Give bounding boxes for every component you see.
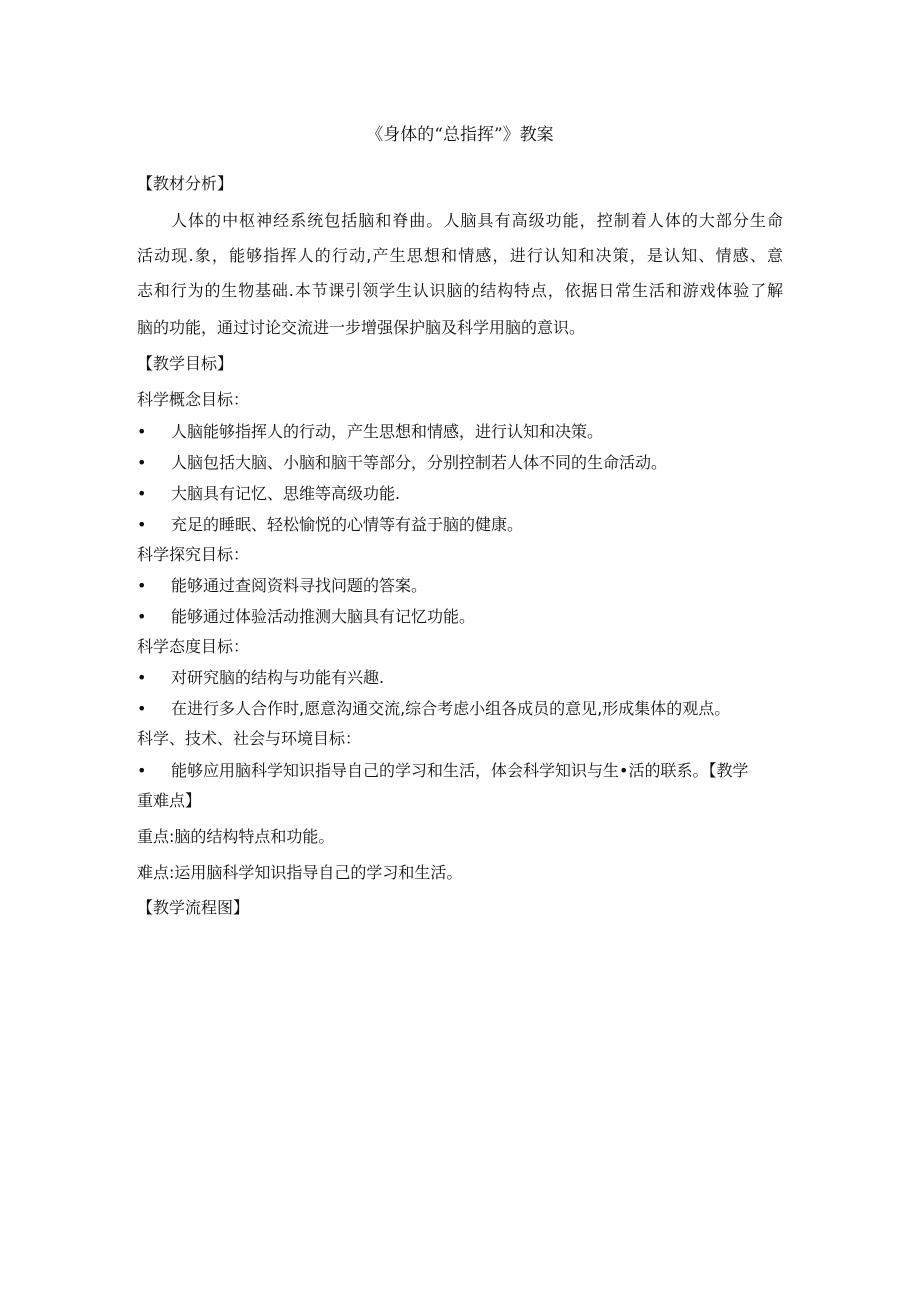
bullet-icon: • xyxy=(137,515,147,534)
bullet-icon: • xyxy=(137,576,147,595)
list-item-text: 人脑包括大脑、小脑和脑干等部分，分别控制若人体不同的生命活动。 xyxy=(171,453,668,472)
list-item-text: 能够通过查阅资料寻找问题的答案。 xyxy=(171,576,428,595)
list-item-text: 大脑具有记忆、思维等高级功能. xyxy=(171,484,401,503)
analysis-paragraph-line: 脑的功能，通过讨论交流进一步增强保护脑及科学用脑的意识。 xyxy=(137,318,586,337)
list-item xyxy=(137,452,667,474)
document-title: 《身体的“总指挥”》教案 xyxy=(366,125,554,145)
section-heading-goals: 【教学目标】 xyxy=(137,354,234,373)
analysis-paragraph-line: 志和行为的生物基础.本节课引领学生认识脑的结构特点，依据日常生活和游戏体验了解 xyxy=(137,281,783,300)
bullet-icon: • xyxy=(137,668,147,687)
list-item xyxy=(137,483,400,505)
list-item xyxy=(137,698,730,720)
list-item xyxy=(137,606,475,628)
difficult-point: 难点:运用脑科学知识指导自己的学习和生活。 xyxy=(137,863,463,882)
list-item-text: 能够通过体验活动推测大脑具有记忆功能。 xyxy=(171,607,476,626)
list-item-text: 充足的睡眠、轻松愉悦的心情等有益于脑的健康。 xyxy=(171,515,524,534)
analysis-paragraph-line: 活动现.象，能够指挥人的行动,产生思想和情感，进行认知和决策，是认知、情感、意 xyxy=(137,246,783,265)
analysis-paragraph-line: 人体的中枢神经系统包括脑和脊曲。人脑具有高级功能，控制着人体的大部分生命 xyxy=(171,211,783,230)
section-heading-flow: 【教学流程图】 xyxy=(137,898,250,917)
inquiry-goals-label: 科学探究目标： xyxy=(137,545,250,564)
bullet-icon: • xyxy=(137,761,147,780)
bullet-icon: • xyxy=(137,484,147,503)
list-item xyxy=(137,575,427,597)
list-item-text: 人脑能够指挥人的行动，产生思想和情感，进行认知和决策。 xyxy=(171,422,604,441)
list-item xyxy=(137,760,748,782)
list-item xyxy=(137,421,603,443)
bullet-icon: • xyxy=(137,607,147,626)
bullet-icon: • xyxy=(137,422,147,441)
sts-goals-label: 科学、技术、社会与环境目标： xyxy=(137,729,362,748)
list-item xyxy=(137,667,384,689)
bullet-icon: • xyxy=(137,699,147,718)
list-item xyxy=(137,514,523,536)
section-heading-analysis: 【教材分析】 xyxy=(137,174,234,193)
section-heading-key-difficult: 重难点】 xyxy=(137,791,202,810)
list-item-text: 在进行多人合作时,愿意沟通交流,综合考虑小组各成员的意见,形成集体的观点。 xyxy=(171,699,731,718)
list-item-text: 能够应用脑科学知识指导自己的学习和生活，体会科学知识与生•活的联系。【教学 xyxy=(171,761,749,780)
bullet-icon: • xyxy=(137,453,147,472)
key-point: 重点:脑的结构特点和功能。 xyxy=(137,827,335,846)
list-item-text: 对研究脑的结构与功能有兴趣. xyxy=(171,668,385,687)
attitude-goals-label: 科学态度目标： xyxy=(137,637,250,656)
concept-goals-label: 科学概念目标： xyxy=(137,390,250,409)
